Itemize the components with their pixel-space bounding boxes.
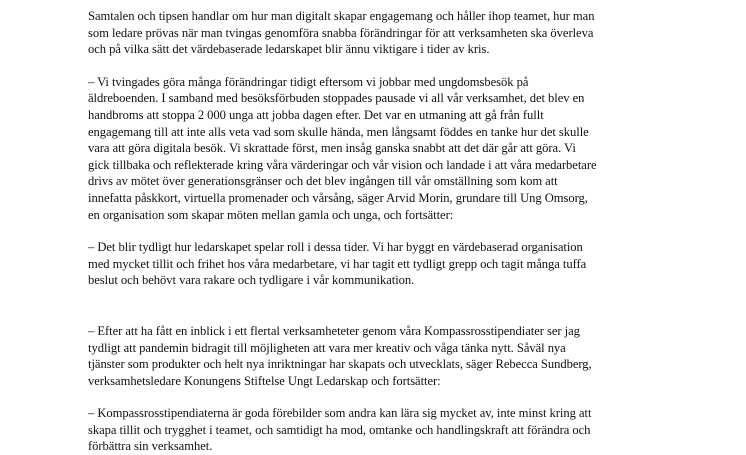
text-line: skapa tillit och trygghet i teamet, och samtidigt ha mod, omtanke och handlingskraft att förändra och <box>88 422 591 437</box>
text-line: engagemang till att inte alls veta vad som skulle hända, men långsamt föddes en tanke hur det skulle <box>88 124 589 139</box>
paragraph-intro <box>88 8 718 58</box>
paragraph-role-models <box>88 405 718 455</box>
text-line: innefatta påskkort, virtuella promenader och vårsång, säger Arvid Morin, grundare till Ung Omsorg, <box>88 190 588 205</box>
text-line: – Det blir tydligt hur ledarskapet spelar roll i dessa tider. Vi har byggt en värdebaserad organisation <box>88 240 583 255</box>
paragraph-leadership <box>88 239 718 289</box>
text-line: – Vi tvingades göra många förändringar tidigt eftersom vi jobbar med ungdomsbesök på <box>88 74 529 89</box>
text-line: gick tillbaka och reflekterade kring våra värderingar och vår vision och landade i att våra medarbetare <box>88 157 597 172</box>
text-line: förbättra sin verksamhet. <box>88 439 213 454</box>
text-line: beslut och behövt vara rakare och tydligare i vår kommunikation. <box>88 273 415 288</box>
paragraph-quote-arvid-morin <box>88 74 718 223</box>
paragraph-spacer <box>88 389 718 405</box>
text-line: en organisation som skapar möten mellan gamla och unga, och fortsätter: <box>88 207 454 222</box>
text-line: – Kompassrosstipendiaterna är goda förebilder som andra kan lära sig mycket av, inte minst kring att <box>88 406 592 421</box>
text-line: Samtalen och tipsen handlar om hur man digitalt skapar engagemang och håller ihop teamet, hur man <box>88 9 595 23</box>
text-line: handbroms att stoppa 2 000 unga att jobba dagen efter. Det var en utmaning att gå från fullt <box>88 107 544 122</box>
text-line: verksamhetsledare Konungens Stiftelse Ungt Ledarskap och fortsätter: <box>88 373 441 388</box>
paragraph-quote-rebecca-sundberg <box>88 323 718 389</box>
text-line: med mycket tillit och frihet hos våra medarbetare, vi har tagit ett tydligt grepp och tagit många tuffa <box>88 256 587 271</box>
text-line: – Efter att ha fått en inblick i ett flertal verksamheteter genom våra Kompassrosstipendiater ser jag <box>88 323 580 338</box>
text-line: vara att göra digitala besök. Vi skrattade först, men insåg ganska snabbt att det där går att göra. Vi <box>88 141 576 156</box>
document-page <box>88 8 718 455</box>
paragraph-spacer <box>88 58 718 74</box>
text-line: och på vilka sätt det värdebaserade ledarskapet blir ännu viktigare i tider av kris. <box>88 42 490 57</box>
text-line: som ledare prövas när man tvingas genomföra snabba förändringar för att verksamheten ska överleva <box>88 25 594 40</box>
paragraph-spacer <box>88 289 718 323</box>
text-line: tjänster som produkter och helt nya inriktningar har skapats och utvecklats, säger Rebecca Sundberg, <box>88 357 592 372</box>
text-line: tydligt att pandemin bidragit till möjligheten att vara mer kreativ och våga tänka nytt. Såväl nya <box>88 340 566 355</box>
text-line: drivs av mötet över generationsgränser och det blev ingången till vår omställning som kom att <box>88 174 558 189</box>
text-line: äldreboenden. I samband med besöksförbuden stoppades pausade vi all vår verksamhet, det blev en <box>88 91 585 106</box>
paragraph-spacer <box>88 223 718 239</box>
